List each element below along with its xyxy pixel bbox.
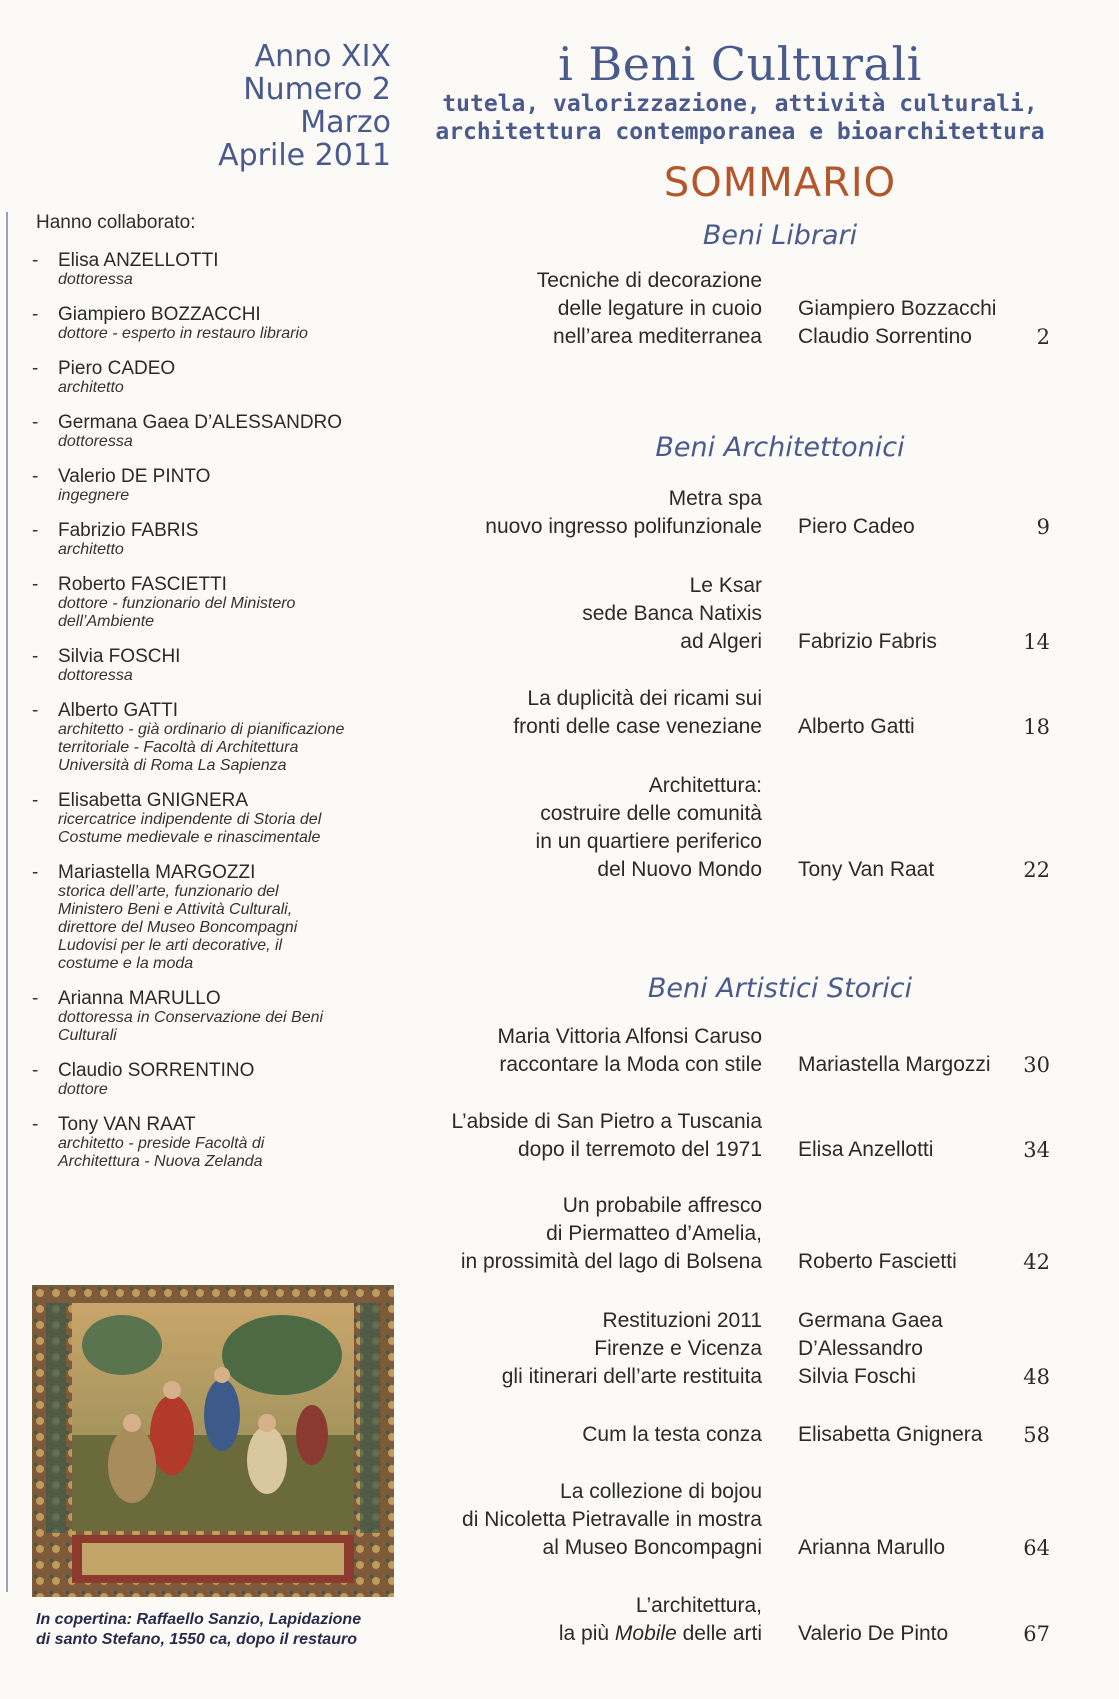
toc-entry-page: 34 xyxy=(1023,1138,1050,1162)
toc-author-line: Arianna Marullo xyxy=(798,1536,946,1559)
toc-author-line: Fabrizio Fabris xyxy=(798,630,937,653)
toc-title-line: L’abside di San Pietro a Tuscania xyxy=(451,1110,762,1133)
list-dash: - xyxy=(32,1114,39,1135)
toc-title-line: delle legature in cuoio xyxy=(557,297,762,320)
toc-entry-author xyxy=(798,1620,1028,1648)
toc-title-line: in prossimità del lago di Bolsena xyxy=(460,1250,762,1273)
collaborator-name: Elisabetta GNIGNERA xyxy=(58,790,249,811)
list-dash: - xyxy=(32,520,39,541)
collaborator-name: Alberto GATTI xyxy=(58,700,179,721)
toc-entry-author xyxy=(798,1136,1028,1164)
toc-entry-page: 58 xyxy=(1023,1423,1050,1447)
toc-entry-page: 48 xyxy=(1023,1365,1050,1389)
collaborator-role: architetto - già ordinario di pianificazione xyxy=(58,721,345,738)
issue-month: Marzo xyxy=(300,105,391,140)
collaborator-name: Elisa ANZELLOTTI xyxy=(58,250,219,271)
issue-year: Anno XIX xyxy=(254,39,391,74)
collaborator-role: costume e la moda xyxy=(58,955,194,972)
toc-author-line: Silvia Foschi xyxy=(798,1365,916,1388)
toc-title-line: raccontare la Moda con stile xyxy=(499,1053,762,1076)
toc-title-line: Maria Vittoria Alfonsi Caruso xyxy=(497,1025,762,1048)
toc-entry-author xyxy=(798,628,1028,656)
toc-entry xyxy=(420,1594,1070,1648)
toc-title-line: di Nicoletta Pietravalle in mostra xyxy=(462,1508,762,1531)
toc-entry-title xyxy=(342,1023,762,1079)
toc-title-line: dopo il terremoto del 1971 xyxy=(518,1138,762,1161)
toc-entry-author xyxy=(798,295,1028,351)
toc-author-line: D’Alessandro xyxy=(798,1337,923,1360)
toc-entry-page: 14 xyxy=(1023,630,1050,654)
cover-caption-line: In copertina: Raffaello Sanzio, Lapidazione xyxy=(36,1611,362,1628)
collaborator-name: Fabrizio FABRIS xyxy=(58,520,199,541)
collaborator-name: Silvia FOSCHI xyxy=(58,646,181,667)
toc-entry xyxy=(420,1480,1070,1562)
collaborator-name: Germana Gaea D’ALESSANDRO xyxy=(58,412,343,433)
magazine-subtitle: tutela, valorizzazione, attività culturali, xyxy=(442,91,1038,117)
toc-title-line: Architettura: xyxy=(648,774,762,797)
toc-title-line: in un quartiere periferico xyxy=(535,830,762,853)
toc-entry xyxy=(420,1194,1070,1276)
toc-title-line: nell’area mediterranea xyxy=(553,325,762,348)
magazine-subtitle-2: architettura contemporanea e bioarchitettura xyxy=(435,119,1045,145)
toc-entry xyxy=(420,1025,1070,1079)
toc-author-line: Piero Cadeo xyxy=(798,515,915,538)
collaborator-role: dottoressa xyxy=(58,433,133,450)
masthead xyxy=(420,38,1060,146)
section-heading-beni-architettonici: Beni Architettonici xyxy=(655,432,905,463)
toc-entry-title xyxy=(342,572,762,656)
toc-author-line: Alberto Gatti xyxy=(798,715,915,738)
collaborator-role: architetto - preside Facoltà di xyxy=(58,1135,265,1152)
collaborator-name: Valerio DE PINTO xyxy=(58,466,211,487)
list-dash: - xyxy=(32,862,39,883)
collaborator-role: Culturali xyxy=(58,1027,117,1044)
toc-title-line: ad Algeri xyxy=(680,630,762,653)
collaborator-name: Piero CADEO xyxy=(58,358,176,379)
collaborator-role: storica dell’arte, funzionario del xyxy=(58,883,279,900)
collaborator-name: Mariastella MARGOZZI xyxy=(58,862,256,883)
toc-entry-page: 30 xyxy=(1023,1053,1050,1077)
toc-title-line: nuovo ingresso polifunzionale xyxy=(485,515,762,538)
toc-entry-page: 64 xyxy=(1023,1536,1050,1560)
toc-entry-page: 67 xyxy=(1023,1622,1050,1646)
collaborator-role: dottoressa in Conservazione dei Beni xyxy=(58,1009,324,1026)
toc-entry xyxy=(420,269,1070,351)
collaborator-role: Ministero Beni e Attività Culturali, xyxy=(58,901,293,918)
toc-title-line: La duplicità dei ricami sui xyxy=(527,687,762,710)
toc-title-line: Le Ksar xyxy=(689,574,762,597)
collaborators-heading: Hanno collaborato: xyxy=(36,212,196,233)
toc-entry-title xyxy=(342,1478,762,1562)
toc-entry-page: 42 xyxy=(1023,1250,1050,1274)
collaborator-role: dottore - esperto in restauro librario xyxy=(58,325,308,342)
toc-title-line: gli itinerari dell’arte restituita xyxy=(501,1365,762,1388)
toc-entry-author xyxy=(798,1421,1028,1449)
toc-entry xyxy=(420,687,1070,741)
toc-title-line: Firenze e Vicenza xyxy=(594,1337,762,1360)
toc-entry-page: 22 xyxy=(1023,858,1050,882)
collaborator-role: Università di Roma La Sapienza xyxy=(58,757,287,774)
toc-title-line: Un probabile affresco xyxy=(562,1194,762,1217)
list-dash: - xyxy=(32,790,39,811)
toc-title-line: la più Mobile delle arti xyxy=(558,1622,762,1645)
collaborator-name: Roberto FASCIETTI xyxy=(58,574,227,595)
toc-entry xyxy=(420,1309,1070,1391)
collaborator-name: Claudio SORRENTINO xyxy=(58,1060,255,1081)
toc-author-line: Valerio De Pinto xyxy=(798,1622,949,1645)
collaborator-name: Giampiero BOZZACCHI xyxy=(58,304,261,325)
collaborator-role: dottore - funzionario del Ministero xyxy=(58,595,296,612)
toc-author-line: Tony Van Raat xyxy=(798,858,935,881)
toc-entry xyxy=(420,487,1070,541)
toc-title-line: Restituzioni 2011 xyxy=(602,1309,762,1332)
toc-entry xyxy=(420,1110,1070,1164)
left-margin-rule xyxy=(6,212,8,1592)
collaborator-role: Architettura - Nuova Zelanda xyxy=(58,1153,263,1170)
toc-entry-title xyxy=(342,485,762,541)
toc-title-line: Cum la testa conza xyxy=(582,1423,762,1446)
cover-caption-line: di santo Stefano, 1550 ca, dopo il restauro xyxy=(36,1631,357,1648)
section-heading-beni-librari: Beni Librari xyxy=(702,220,858,251)
toc-title-line: fronti delle case veneziane xyxy=(513,715,762,738)
toc-title-line: del Nuovo Mondo xyxy=(597,858,762,881)
toc-entry-author xyxy=(798,1534,1028,1562)
toc-entry-page: 2 xyxy=(1036,325,1050,349)
collaborator-role: ingegnere xyxy=(58,487,130,504)
toc-entry-title xyxy=(342,1108,762,1164)
toc-title-line: di Piermatteo d’Amelia, xyxy=(546,1222,762,1245)
issue-number: Numero 2 xyxy=(243,72,391,107)
collaborator-role: ricercatrice indipendente di Storia del xyxy=(58,811,322,828)
toc-author-line: Germana Gaea xyxy=(798,1309,943,1332)
list-dash: - xyxy=(32,700,39,721)
toc-entry-title xyxy=(342,1307,762,1391)
toc-entry-author xyxy=(798,713,1028,741)
issue-month-2: Aprile 2011 xyxy=(218,138,391,173)
toc-title-line: La collezione di bojou xyxy=(560,1480,762,1503)
collaborator-role: dottoressa xyxy=(58,271,133,288)
toc-entry-page: 18 xyxy=(1023,715,1050,739)
toc-entry-author xyxy=(798,513,1028,541)
list-dash: - xyxy=(32,466,39,487)
collaborator-name: Tony VAN RAAT xyxy=(58,1114,196,1135)
collaborator-role: dottoressa xyxy=(58,667,133,684)
tapestry-illustration xyxy=(32,1285,394,1597)
toc-title-line: sede Banca Natixis xyxy=(582,602,762,625)
toc-author-line: Elisabetta Gnignera xyxy=(798,1423,983,1446)
collaborator-role: dell’Ambiente xyxy=(58,613,155,630)
magazine-title: i Beni Culturali xyxy=(558,37,922,91)
toc-entry xyxy=(420,774,1070,884)
toc-entry-title xyxy=(342,267,762,351)
list-dash: - xyxy=(32,304,39,325)
toc-entry-author xyxy=(798,856,1028,884)
toc-entry xyxy=(420,1423,1070,1449)
collaborator-item xyxy=(32,358,412,397)
toc-title-line: costruire delle comunità xyxy=(540,802,762,825)
toc-entry-title xyxy=(342,685,762,741)
toc-title-line: Tecniche di decorazione xyxy=(536,269,762,292)
toc-author-line: Elisa Anzellotti xyxy=(798,1138,934,1161)
list-dash: - xyxy=(32,1060,39,1081)
toc-entry-author xyxy=(798,1307,1028,1391)
section-heading-beni-artistici-storici: Beni Artistici Storici xyxy=(647,973,913,1004)
toc-author-line: Claudio Sorrentino xyxy=(798,325,972,348)
toc-author-line: Mariastella Margozzi xyxy=(798,1053,991,1076)
collaborator-name: Arianna MARULLO xyxy=(58,988,221,1009)
list-dash: - xyxy=(32,988,39,1009)
sommario-heading: SOMMARIO xyxy=(663,160,897,206)
toc-entry-title xyxy=(342,772,762,884)
list-dash: - xyxy=(32,574,39,595)
toc-author-line: Giampiero Bozzacchi xyxy=(798,297,997,320)
toc-author-line: Roberto Fascietti xyxy=(798,1250,957,1273)
collaborator-role: dottore xyxy=(58,1081,108,1098)
cover-image xyxy=(32,1285,394,1597)
toc-entry-page: 9 xyxy=(1036,515,1050,539)
toc-entry-title xyxy=(342,1592,762,1648)
issue-info xyxy=(218,40,391,172)
toc-title-line: L’architettura, xyxy=(635,1594,762,1617)
toc-title-line: al Museo Boncompagni xyxy=(542,1536,762,1559)
collaborator-role: architetto xyxy=(58,541,124,558)
list-dash: - xyxy=(32,646,39,667)
collaborator-role: Ludovisi per le arti decorative, il xyxy=(58,937,283,954)
list-dash: - xyxy=(32,358,39,379)
collaborator-item xyxy=(32,412,412,451)
collaborator-role: direttore del Museo Boncompagni xyxy=(58,919,298,936)
collaborator-role: architetto xyxy=(58,379,124,396)
toc-entry-author xyxy=(798,1248,1028,1276)
toc-title-line: Metra spa xyxy=(668,487,762,510)
toc-entry xyxy=(420,574,1070,656)
toc-entry-title xyxy=(342,1421,762,1449)
toc-entry-author xyxy=(798,1051,1028,1079)
collaborator-role: territoriale - Facoltà di Architettura xyxy=(58,739,299,756)
list-dash: - xyxy=(32,412,39,433)
collaborator-role: Costume medievale e rinascimentale xyxy=(58,829,321,846)
list-dash: - xyxy=(32,250,39,271)
toc-entry-title xyxy=(342,1192,762,1276)
